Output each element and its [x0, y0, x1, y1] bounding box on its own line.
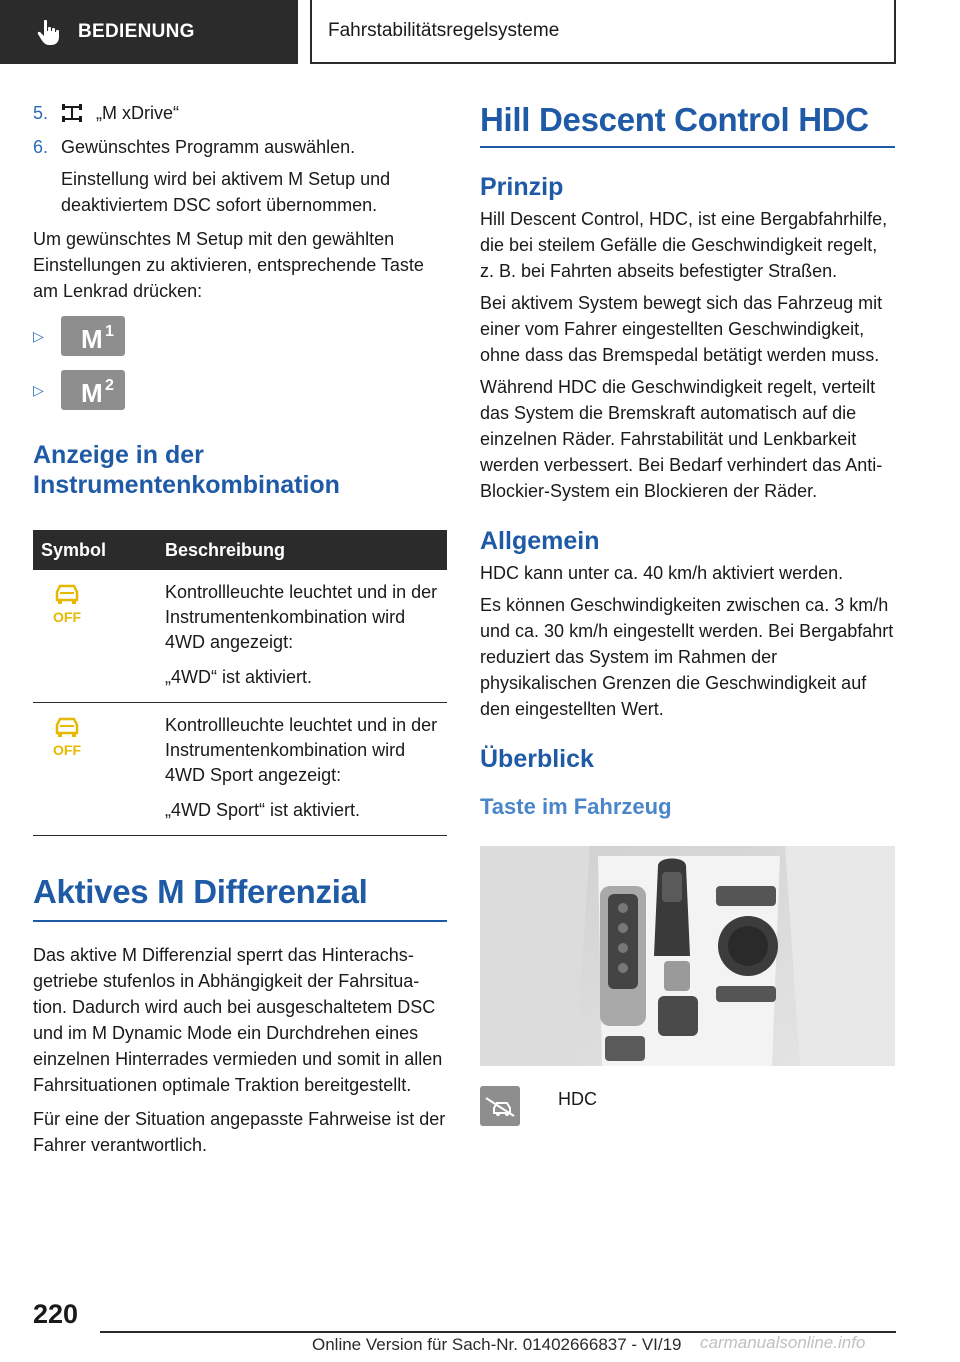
step-note: Einstellung wird bei aktivem M Setup und deaktiviertem DSC sofort übernommen.	[61, 169, 391, 215]
step-item	[33, 100, 447, 126]
hdc-heading: Hill Descent Control HDC	[480, 101, 869, 138]
display-heading: Anzeige in der Instrumentenkombination	[33, 441, 340, 499]
m1-button-icon	[61, 316, 125, 356]
differential-paragraph: Für eine der Situation angepasste Fahrweise ist der Fahrer verantwortlich.	[33, 1109, 446, 1155]
xdrive-icon	[61, 104, 83, 122]
prinzip-paragraph: Hill Descent Control, HDC, ist eine Bergabfahrhilfe, die bei steilem Gefälle die Geschwindigkeit regelt, z. B. bei Fahrten abseits befestigter Straßen.	[480, 209, 888, 281]
footer-text: Online Version für Sach-Nr. 01402666837 - VI/19	[312, 1335, 682, 1354]
hdc-legend-item	[480, 1086, 895, 1126]
m2-digit: 2	[105, 377, 114, 394]
table-header-symbol: Symbol	[33, 530, 153, 570]
button-list-item	[33, 370, 447, 410]
row-status: „4WD Sport“ ist aktiviert.	[165, 800, 361, 820]
row-status: „4WD“ ist aktiviert.	[165, 667, 313, 687]
prinzip-paragraph: Bei aktivem System bewegt sich das Fahrzeug mit einer vom Fahrer eingestellten Geschwindigkeit, ohne dass das Bremspedal betätigt werden muss.	[480, 293, 883, 365]
step-text: Gewünschtes Programm auswählen.	[61, 137, 356, 157]
bullet: ▷	[33, 381, 44, 398]
svg-text:M: M	[81, 324, 103, 354]
m2-button-icon	[61, 370, 125, 410]
heading-rule	[480, 146, 895, 148]
table-header-description: Beschreibung	[153, 530, 447, 570]
table-row	[33, 703, 447, 836]
watermark-text: carmanualsonline.info	[700, 1333, 866, 1352]
step-item	[33, 134, 447, 160]
section-label: BEDIENUNG	[78, 21, 195, 42]
button-list-item	[33, 316, 447, 356]
prinzip-heading: Prinzip	[480, 173, 564, 201]
differential-paragraph: Das aktive M Differenzial sperrt das Hinterachsgetriebe stufenlos in Abhängigkeit der Fahrsituation. Dadurch wird auch bei ausgeschaltetem DSC und im M Dynamic Mode ein Durchdrehen eines einzelnen Hinterrades vermieden und somit in allen Fahrsituationen optimale Traktion bereitgestellt.	[33, 945, 443, 1095]
4wd-off-icon	[49, 580, 85, 626]
allgemein-paragraph: Es können Geschwindigkeiten zwischen ca. 3 km/h und ca. 30 km/h eingestellt werden. Bei Bergabfahrt reduziert das System im Rahmen der physikalischen Grenzen die Geschwindigkeit auf den eingestellten Wert.	[480, 595, 894, 719]
hdc-label: HDC	[558, 1089, 597, 1109]
chapter-title-box	[310, 0, 896, 64]
setup-paragraph: Um gewünschtes M Setup mit den gewählten Einstellungen zu aktivieren, entsprechende Taste am Lenkrad drücken:	[33, 229, 424, 301]
page-number: 220	[33, 1299, 79, 1329]
section-tab	[0, 0, 298, 64]
m1-digit: 1	[105, 323, 114, 340]
left-column	[33, 100, 447, 1158]
table-row	[33, 570, 447, 703]
allgemein-heading: Allgemein	[480, 527, 600, 555]
bullet: ▷	[33, 327, 44, 344]
svg-text:OFF: OFF	[53, 609, 81, 625]
row-description: Kontrollleuchte leuchtet und in der Instrumentenkombination wird 4WD Sport angezeigt:	[165, 715, 438, 785]
step-text: „M xDrive“	[96, 103, 180, 123]
page-footer	[0, 1295, 960, 1362]
hand-pointer-icon	[34, 17, 64, 47]
step-number: 6.	[33, 137, 49, 157]
allgemein-paragraph: HDC kann unter ca. 40 km/h aktiviert werden.	[480, 563, 844, 583]
prinzip-paragraph: Während HDC die Geschwindigkeit regelt, verteilt das System die Bremskraft automatisch auf die einzelnen Räder. Fahrstabilität und Lenkbarkeit werden verbessert. Bei Bedarf verhindert das Anti-Blockier-System ein Blockieren der Räder.	[480, 377, 883, 501]
step-number: 5.	[33, 103, 49, 123]
4wd-sport-off-icon	[49, 713, 85, 759]
step-list	[33, 100, 447, 160]
right-column	[480, 100, 895, 1126]
differential-heading: Aktives M Differenzial	[33, 873, 368, 910]
svg-text:M: M	[81, 378, 103, 408]
hdc-button-icon	[480, 1086, 520, 1126]
taste-heading: Taste im Fahrzeug	[480, 794, 672, 819]
svg-text:OFF: OFF	[53, 742, 81, 758]
heading-rule	[33, 920, 447, 922]
symbol-table	[33, 530, 447, 836]
row-description: Kontrollleuchte leuchtet und in der Instrumentenkombination wird 4WD angezeigt:	[165, 582, 438, 652]
ueberblick-heading: Überblick	[480, 745, 594, 773]
center-console-photo	[480, 846, 895, 1066]
chapter-title: Fahrstabilitätsregelsysteme	[328, 20, 560, 41]
